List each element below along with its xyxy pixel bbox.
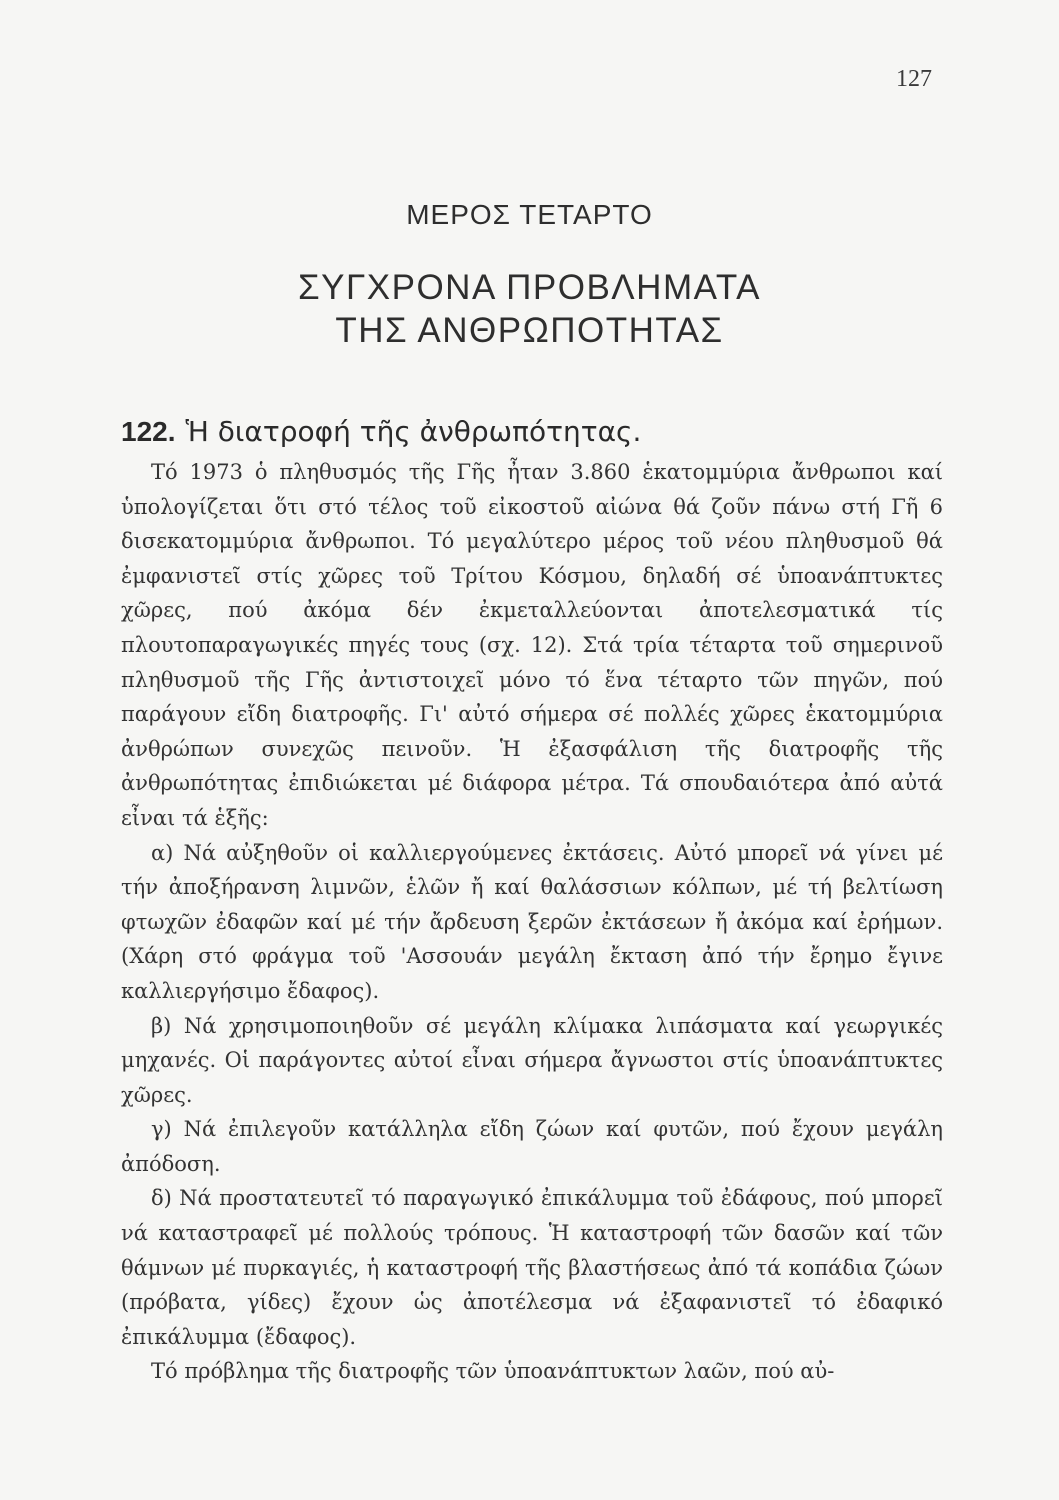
paragraph-measure-d: δ) Νά προστατευτεῖ τό παραγωγικό ἐπικάλυμμα τοῦ ἐδάφους, πού μπορεῖ νά καταστραφεῖ μέ πολλούς τρόπους. Ἡ καταστροφή τῶν δασῶν καί τῶν θάμνων μέ πυρκαγιές, ἡ καταστροφή τῆς βλαστήσεως ἀπό τά κοπάδια ζώων (πρόβατα, γίδες) ἔχουν ὡς ἀποτέλεσμα νά ἐξαφανιστεῖ τό ἐδαφικό ἐπικάλυμμα (ἔδαφος). <box>121 1186 943 1349</box>
section-number: 122. <box>121 416 176 447</box>
paragraph-intro: Τό 1973 ὁ πληθυσμός τῆς Γῆς ἦταν 3.860 ἑκατομμύρια ἄνθρωποι καί ὑπολογίζεται ὅτι στό τέλος τοῦ εἰκοστοῦ αἰώνα θά ζοῦν πάνω στή Γῆ 6 δισεκατομμύρια ἄνθρωποι. Τό μεγαλύτερο μέρος τοῦ νέου πληθυσμοῦ θά ἐμφανιστεῖ στίς χῶρες τοῦ Τρίτου Κόσμου, δηλαδή σέ ὑποανάπτυκτες χῶρες, πού ἀκόμα δέν ἐκμεταλλεύονται ἀποτελεσματικά τίς πλουτοπαραγωγικές πηγές τους (σχ. 12). Στά τρία τέταρτα τοῦ σημερινοῦ πληθυσμοῦ τῆς Γῆς ἀντιστοιχεῖ μόνο τό ἕνα τέταρτο τῶν πηγῶν, πού παράγουν εἴδη διατροφῆς. Γι' αὐτό σήμερα σέ πολλές χῶρες ἑκατομμύρια ἀνθρώπων συνεχῶς πεινοῦν. Ἡ ἐξασφάλιση τῆς διατροφῆς τῆς ἀνθρωπότητας ἐπιδιώκεται μέ διάφορα μέτρα. Τά σπουδαιότερα ἀπό αὐτά εἶναι τά ἑξῆς: <box>121 460 943 830</box>
chapter-title-line-2: ΤΗΣ ΑΝΘΡΩΠΟΤΗΤΑΣ <box>335 311 724 350</box>
paragraph-measure-a: α) Νά αὐξηθοῦν οἱ καλλιεργούμενες ἐκτάσεις. Αὐτό μπορεῖ νά γίνει μέ τήν ἀποξήρανση λιμνῶν, ἑλῶν ἤ καί θαλάσσιων κόλπων, μέ τή βελτίωση φτωχῶν ἐδαφῶν καί μέ τήν ἄρδευση ξερῶν ἐκτάσεων ἤ ἀκόμα καί ἐρήμων. (Χάρη στό φράγμα τοῦ 'Ασσουάν μεγάλη ἔκταση ἀπό τήν ἔρημο ἔγινε καλλιεργήσιμο ἔδαφος). <box>121 840 943 1003</box>
body-text <box>121 455 943 1389</box>
part-title: ΜΕΡΟΣ ΤΕΤΑΡΤΟ <box>406 199 653 230</box>
chapter-title-line-1: ΣΥΓΧΡΟΝΑ ΠΡΟΒΛΗΜΑΤΑ <box>298 268 761 307</box>
section-heading <box>121 415 641 448</box>
paragraph-closing: Τό πρόβλημα τῆς διατροφῆς τῶν ὑποανάπτυκτων λαῶν, πού αὐ- <box>151 1359 835 1384</box>
paragraph-measure-c: γ) Νά ἐπιλεγοῦν κατάλληλα εἴδη ζώων καί φυτῶν, πού ἔχουν μεγάλη ἀπόδοση. <box>121 1117 943 1176</box>
paragraph-measure-b: β) Νά χρησιμοποιηθοῦν σέ μεγάλη κλίμακα λιπάσματα καί γεωργικές μηχανές. Οἱ παράγοντες αὐτοί εἶναι σήμερα ἄγνωστοι στίς ὑποανάπτυκτες χῶρες. <box>121 1013 943 1107</box>
page-number: 127 <box>896 66 932 92</box>
section-title: Ἡ διατροφή τῆς ἀνθρωπότητας. <box>185 415 642 448</box>
